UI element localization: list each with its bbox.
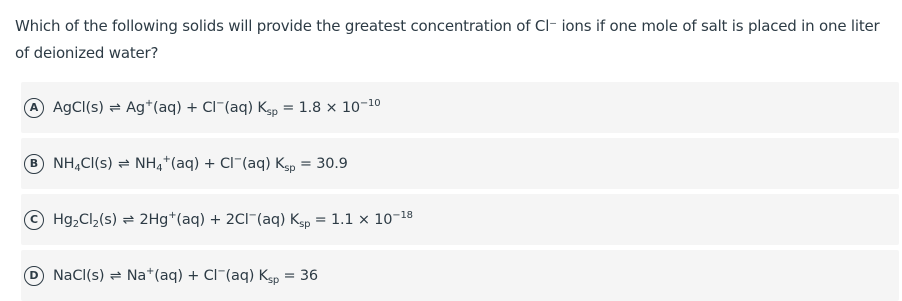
equation-part: ⇌: [109, 267, 122, 284]
equation-part: (aq) + 2Cl: [176, 211, 249, 228]
choice-equation-c: [53, 209, 413, 230]
equation-part: −: [233, 153, 242, 165]
question-text: Which of the following solids will provide the greatest concentration of Cl⁻ ions if one mole of salt is placed in one liter of deionized water?: [15, 17, 880, 62]
equation-part: = 1.1 × 10: [310, 211, 393, 228]
choice-letter-b: B: [24, 154, 44, 174]
equation-part: 4: [74, 162, 81, 174]
equation-part: = 30.9: [295, 155, 348, 172]
equation-part: ⇌: [122, 211, 135, 228]
choice-equation-a: [53, 97, 381, 118]
answer-choice-a[interactable]: [21, 82, 899, 133]
equation-part: (aq) + Cl: [170, 155, 234, 172]
equation-part: −10: [359, 97, 381, 109]
choice-letter-d: D: [24, 266, 44, 286]
equation-part: (aq) K: [224, 99, 267, 116]
equation-part: ⇌: [109, 99, 121, 116]
choice-equation-b: [53, 153, 348, 174]
equation-part: (aq) K: [241, 155, 285, 172]
equation-part: Ag: [121, 99, 145, 116]
equation-part: +: [168, 209, 177, 221]
choice-letter-a: A: [24, 98, 44, 118]
equation-part: −: [216, 97, 225, 109]
equation-part: ⇌: [117, 155, 130, 172]
equation-part: (aq) + Cl: [154, 267, 218, 284]
answer-choice-c[interactable]: [21, 194, 899, 245]
equation-part: Hg: [53, 211, 73, 228]
equation-part: −18: [392, 209, 413, 221]
equation-part: NH: [130, 155, 157, 172]
equation-part: 2: [92, 218, 99, 230]
equation-part: (aq) K: [256, 211, 300, 228]
answer-choice-d[interactable]: [21, 250, 899, 301]
choice-equation-d: [53, 265, 318, 286]
equation-part: Cl(s): [80, 155, 117, 172]
equation-part: sp: [266, 106, 278, 118]
equation-part: Cl: [78, 211, 93, 228]
equation-part: 2: [72, 218, 79, 230]
equation-part: (s): [98, 211, 122, 228]
equation-part: NaCl(s): [53, 267, 109, 284]
equation-part: NH: [53, 155, 75, 172]
choice-letter-c: C: [24, 210, 44, 230]
equation-part: (aq) K: [225, 267, 268, 284]
equation-part: −: [217, 265, 226, 277]
answer-choice-b[interactable]: [21, 138, 899, 189]
equation-part: +: [146, 265, 155, 277]
equation-part: sp: [284, 162, 296, 174]
equation-part: sp: [299, 218, 311, 230]
answer-choices: [21, 82, 899, 301]
equation-part: −: [248, 209, 257, 221]
equation-part: (aq) + Cl: [153, 99, 217, 116]
equation-part: +: [144, 97, 154, 109]
equation-part: 4: [156, 162, 163, 174]
equation-part: Na: [122, 267, 147, 284]
equation-part: sp: [267, 274, 280, 286]
equation-part: = 1.8 × 10: [277, 99, 360, 116]
equation-part: = 36: [279, 267, 318, 284]
equation-part: AgCl(s): [53, 99, 109, 116]
equation-part: +: [162, 153, 171, 165]
equation-part: 2Hg: [135, 211, 169, 228]
